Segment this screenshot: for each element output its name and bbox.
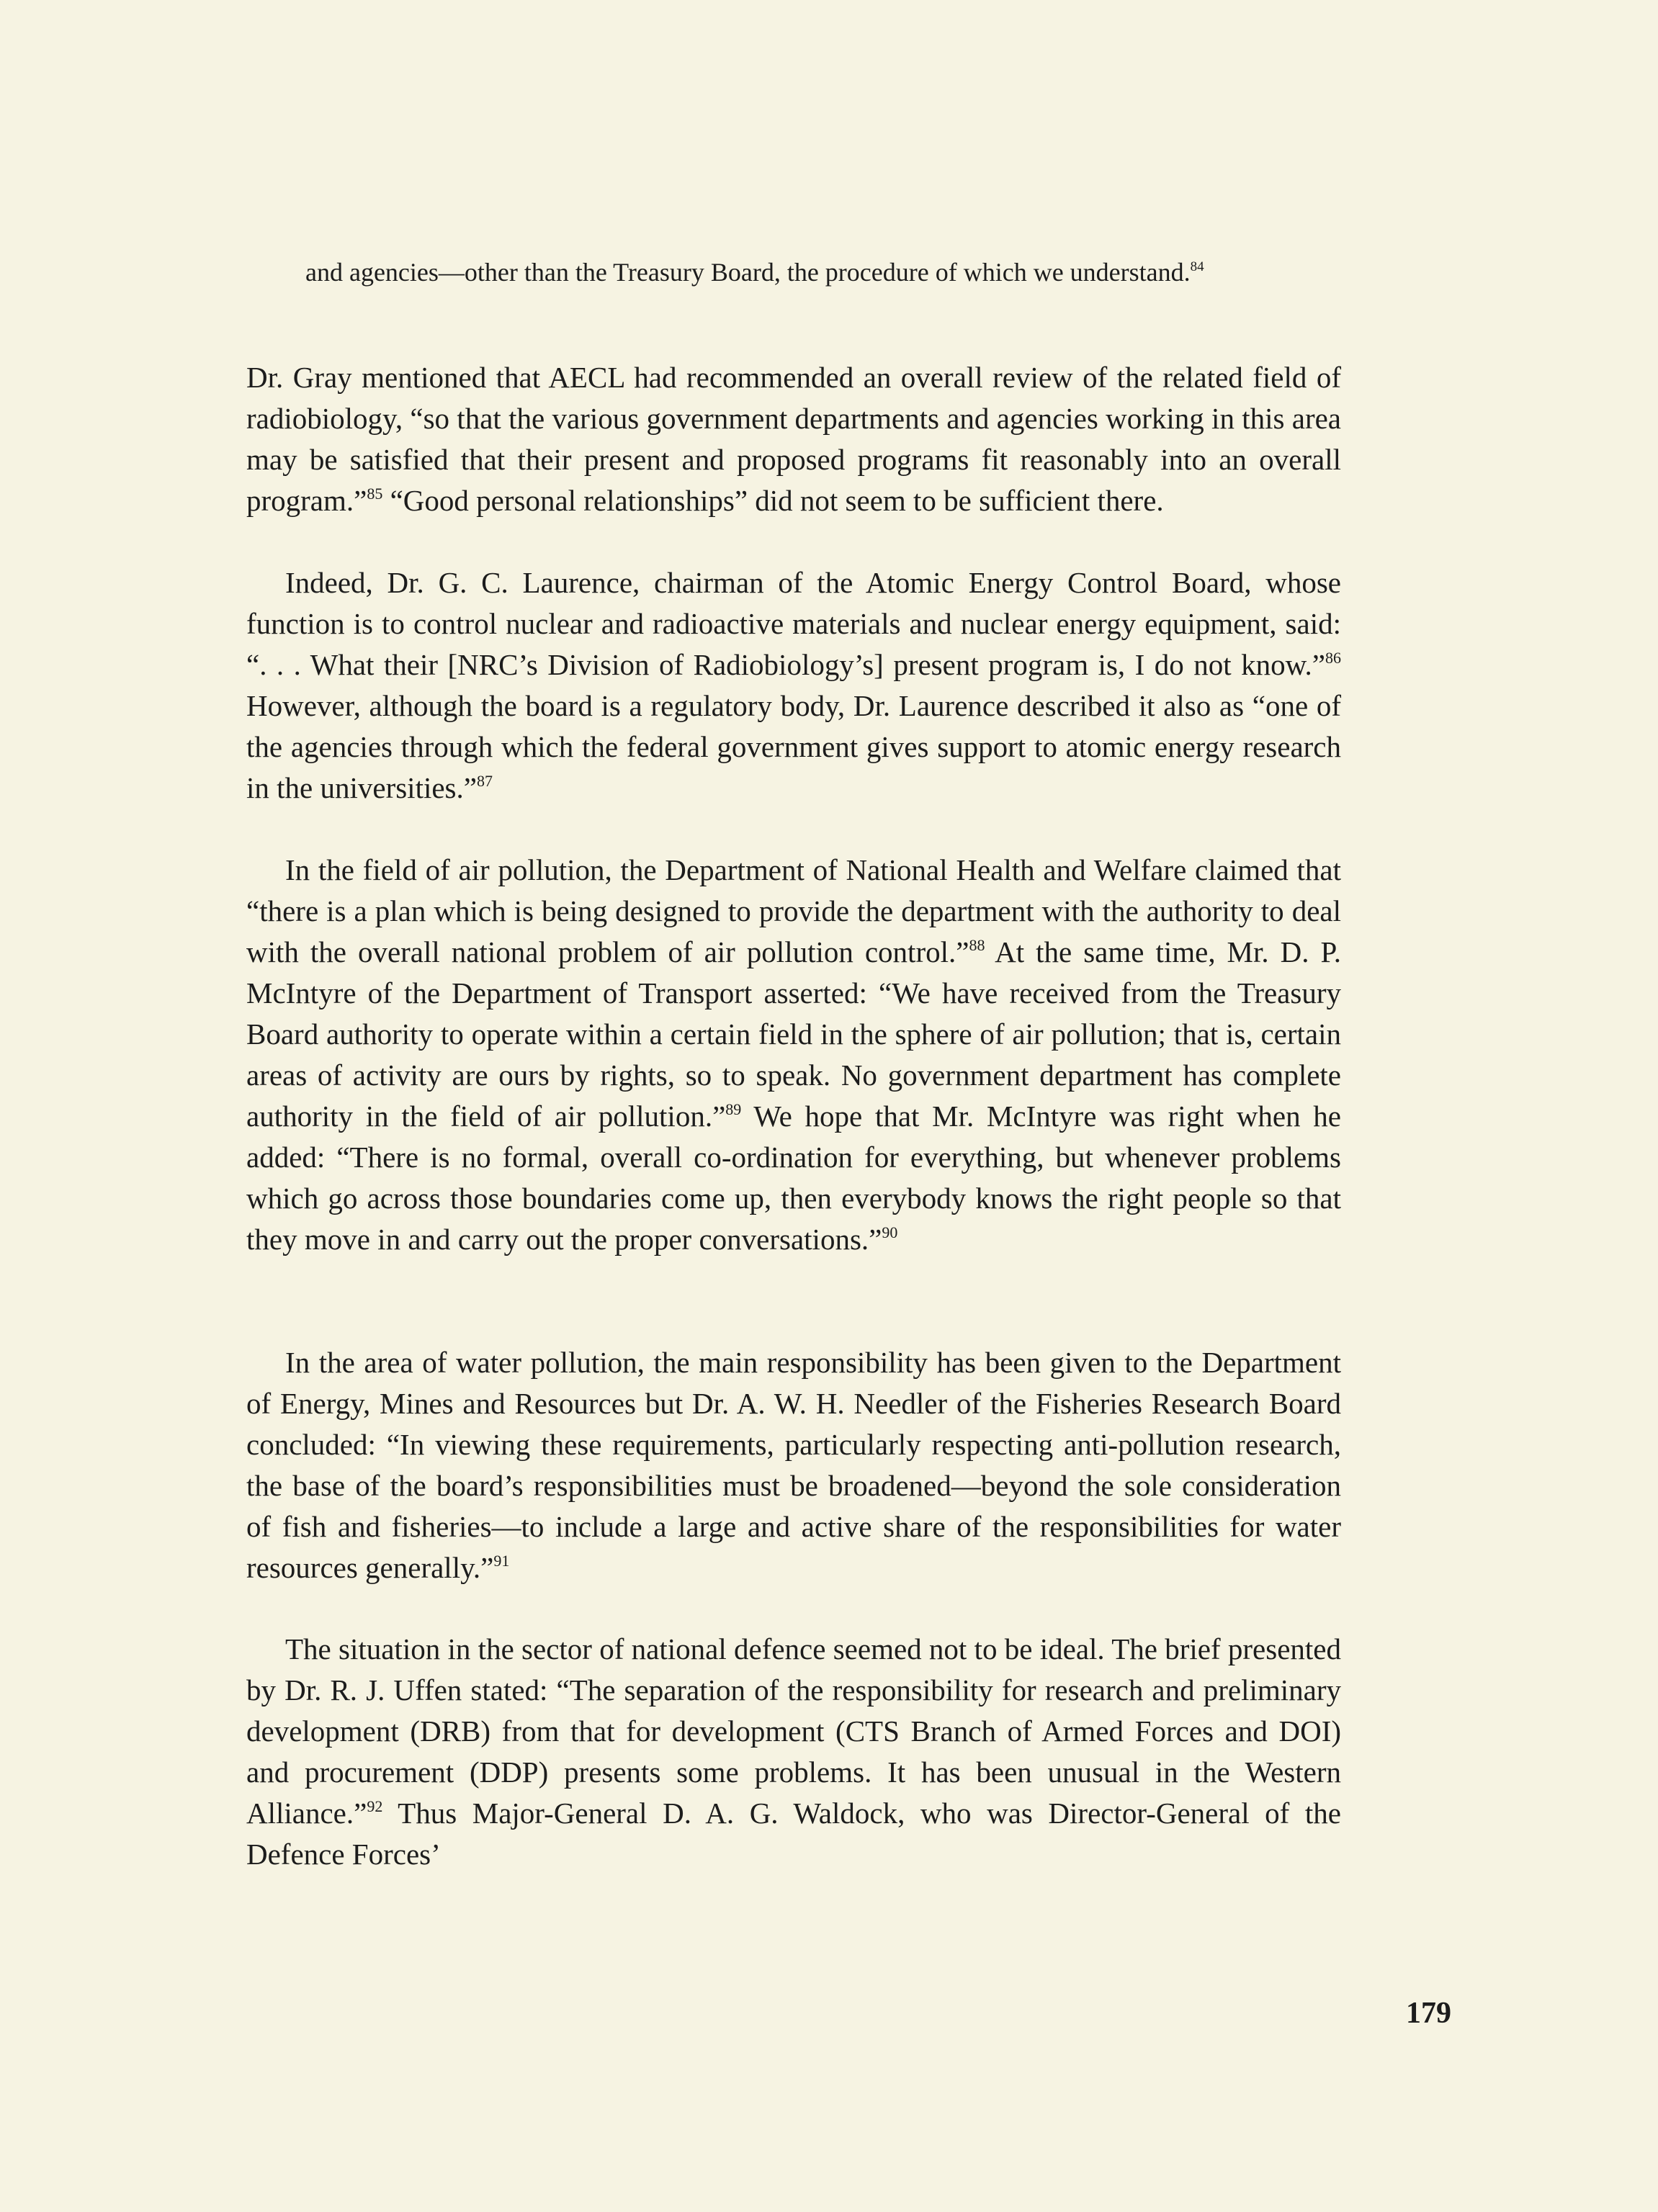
footnote-ref: 84 — [1190, 259, 1204, 274]
paragraph-radiobiology-review: Dr. Gray mentioned that AECL had recommended an overall review of the related field of radiobiology, “so that the various government departments and agencies working in this area may be satisfied that their present and proposed programs fit reasonably into an overall program.”$^{85}$ “Good personal relationships” did not seem to be sufficient there. — [246, 361, 1341, 517]
page-number: 179 — [1406, 1997, 1451, 2030]
footnote-ref: 91 — [493, 1552, 510, 1570]
paragraph-water-pollution: In the area of water pollution, the main responsibility has been given to the Department of Energy, Mines and Resources but Dr. A. W. H. Needler of the Fisheries Research Board concluded: “In viewing these requirements, particularly respecting anti-pollution research, the base of the board’s responsibilities must be broadened—beyond the sole consideration of fish and fisheries—to include a large and active share of the responsibilities for water resources generally.”$^{91}$ — [246, 1346, 1341, 1584]
paragraph-national-defence: The situation in the sector of national defence seemed not to be ideal. The brief presented by Dr. R. J. Uffen stated: “The separation of the responsibility for research and preliminary development (DRB) from that for development (CTS Branch of Armed Forces and DOI) and procurement (DDP) presents some problems. It has been unusual in the Western Alliance.”$^{92}$ Thus Major-General D. A. G. Waldock, who was Director-General of the Defence Forces’ — [246, 1632, 1341, 1871]
footnote-ref: 92 — [367, 1797, 383, 1815]
paragraph-air-pollution: In the field of air pollution, the Department of National Health and Welfare claimed that “there is a plan which is being designed to provide the department with the authority to deal with the overall national problem of air pollution control.”$^{88}$ At the same time, Mr. D. P. McIntyre of the Department of Transport asserted: “We have received from the Treasury Board authority to operate within a certain field in the sphere of air pollution; that is, certain areas of activity are ours by rights, so to speak. No government department has complete authority in the field of air pollution.”$^{89}$ We hope that Mr. McIntyre was right when he added: “There is no formal, overall co-ordination for everything, but whenever problems which go across those boundaries come up, then everybody knows the right people so that they move in and carry out the proper conversations.”$^{90}$ — [246, 853, 1341, 1256]
footnote-ref: 85 — [367, 485, 383, 503]
footnote-ref: 86 — [1325, 649, 1341, 667]
footnote-ref: 89 — [725, 1100, 742, 1118]
footnote-ref: 87 — [476, 772, 493, 790]
footnote-ref: 88 — [969, 936, 985, 954]
block-quote — [305, 253, 1271, 291]
quote-text: and agencies—other than the Treasury Board, the procedure of which we understand. — [305, 258, 1191, 287]
footnote-ref: 90 — [882, 1223, 898, 1241]
paragraph-atomic-energy-board: Indeed, Dr. G. C. Laurence, chairman of the Atomic Energy Control Board, whose function is to control nuclear and radioactive materials and nuclear energy equipment, said: “. . . What their [NRC’s Division of Radiobiology’s] present program is, I do not know.”$^{86}$ However, although the board is a regulatory body, Dr. Laurence described it also as “one of the agencies through which the federal government gives support to atomic energy research in the universities.”$^{87}$ — [246, 566, 1341, 804]
